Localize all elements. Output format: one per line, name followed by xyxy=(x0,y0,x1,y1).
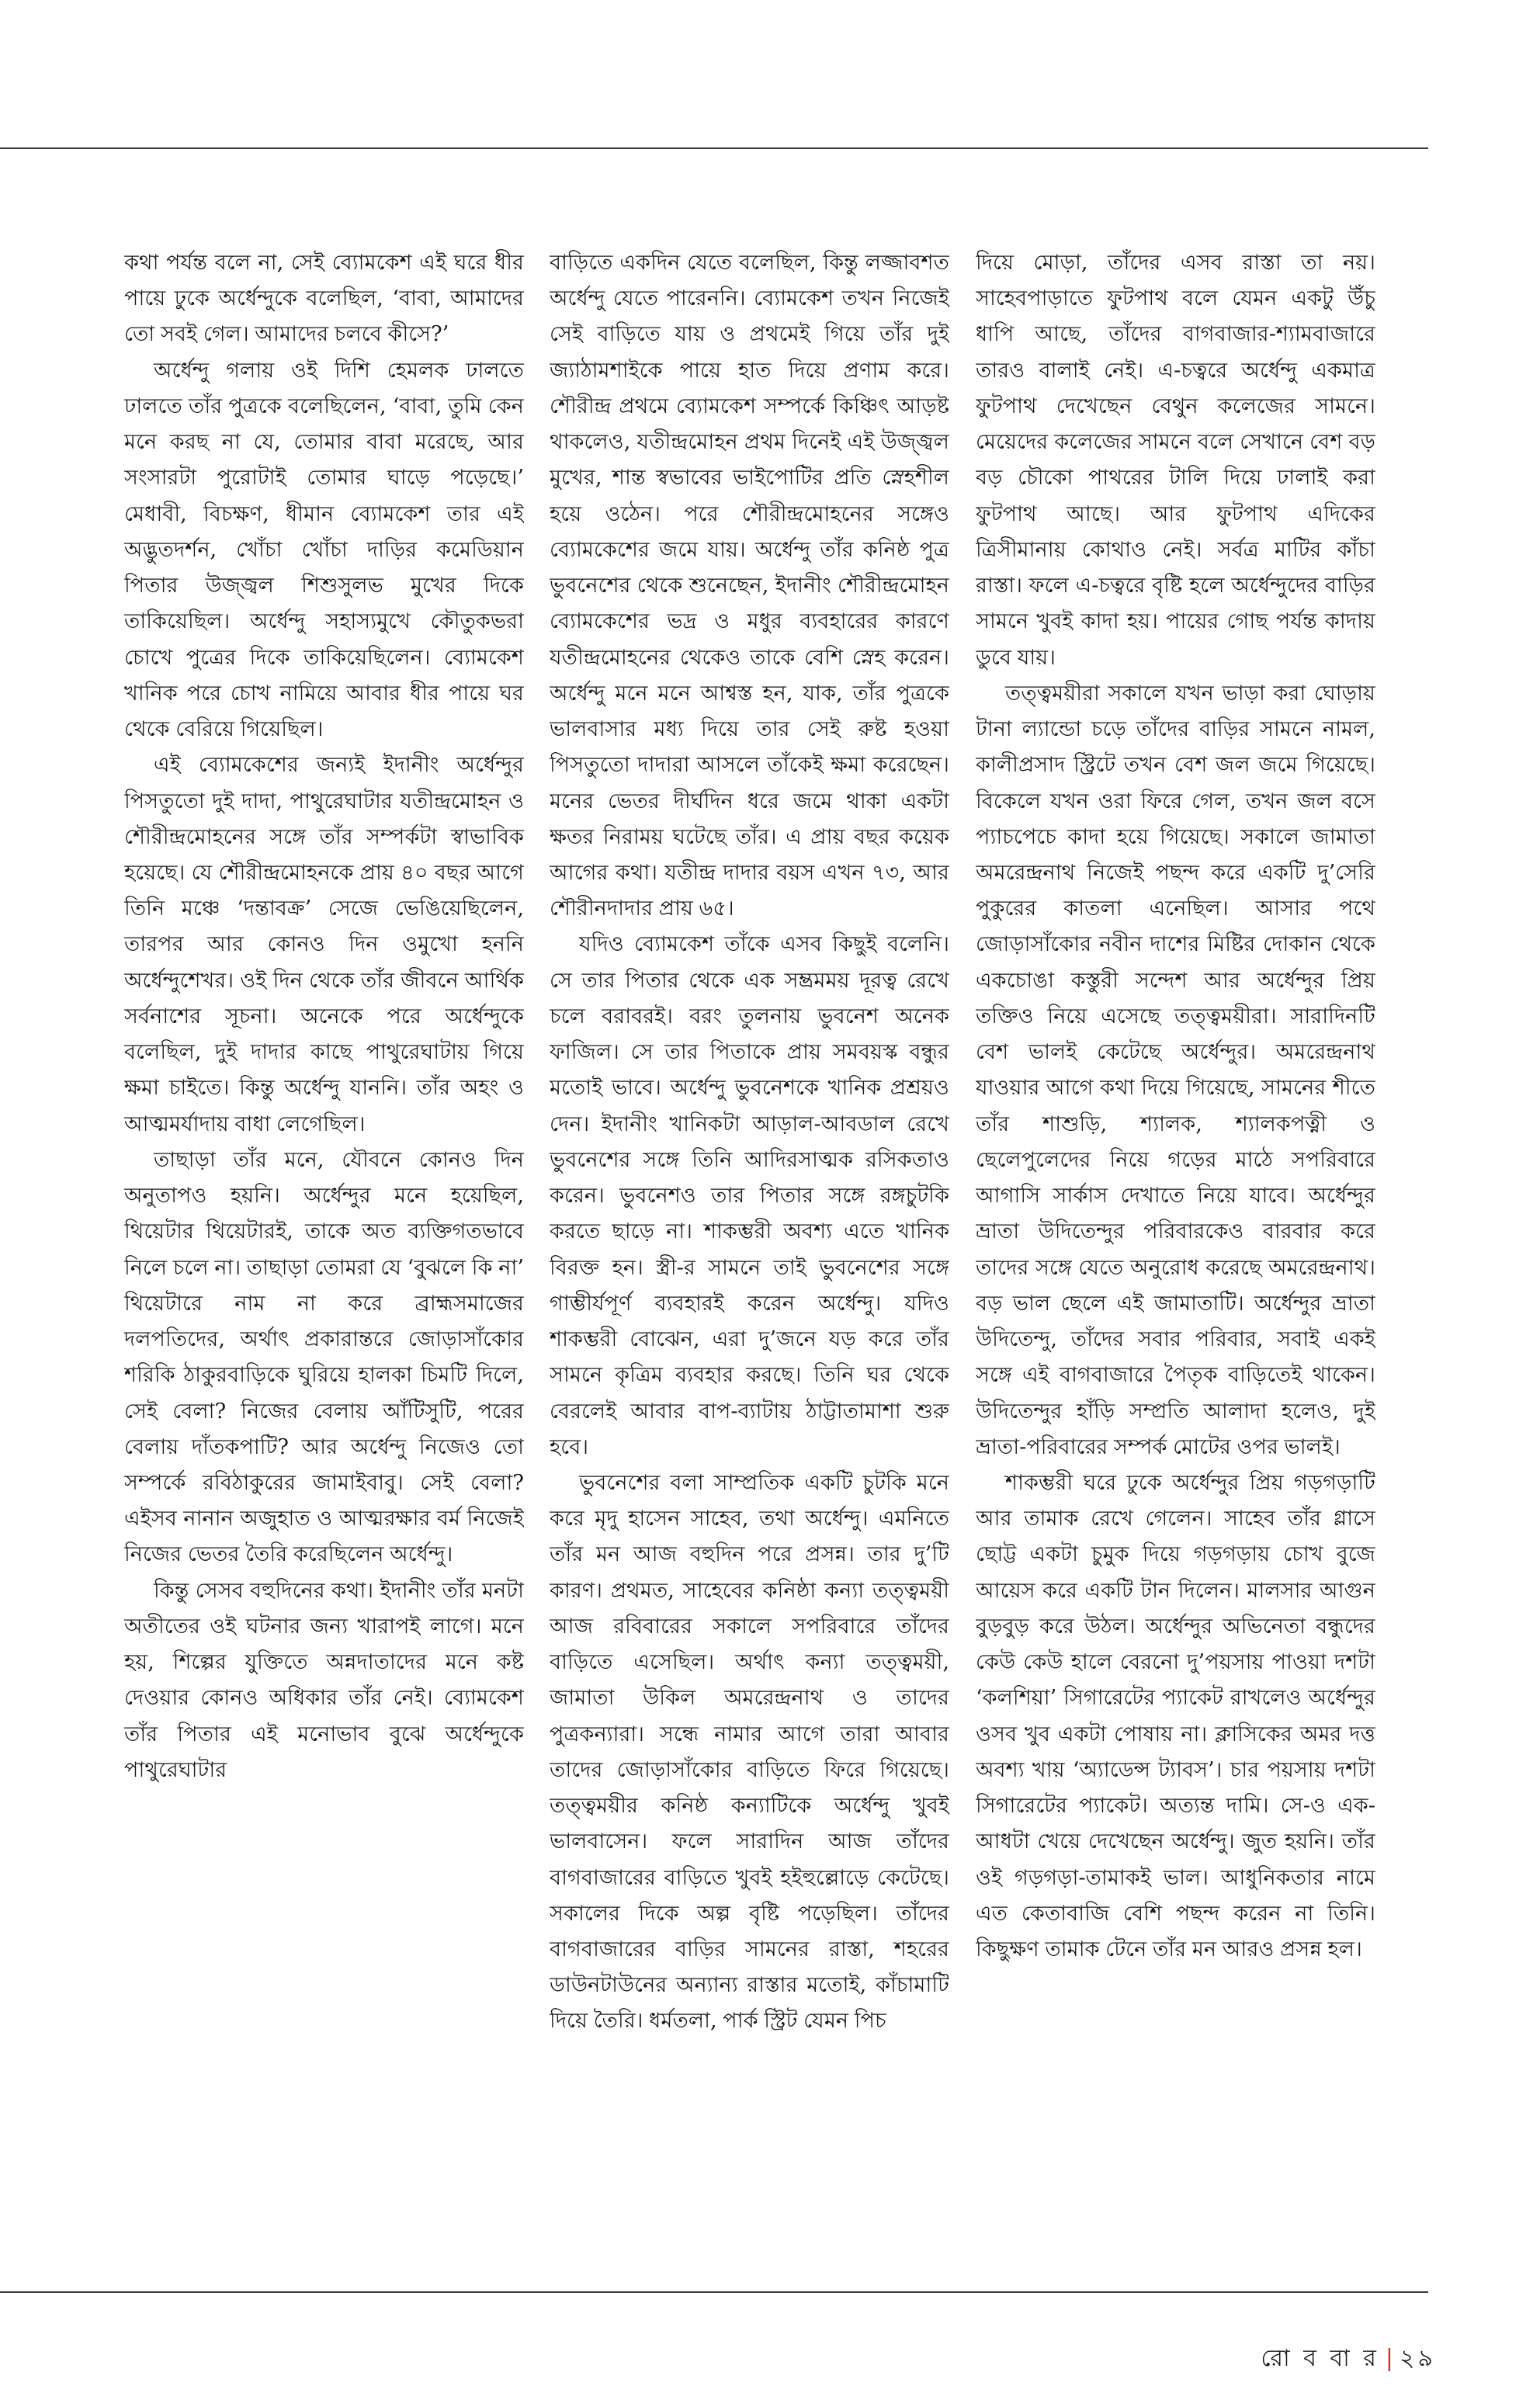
text-column-2 xyxy=(550,245,949,2279)
paragraph: কিন্তু সেসব বহুদিনের কথা। ইদানীং তাঁর মনটা অতীতের ওই ঘটনার জন্য খারাপই লাগে। মনে হয়, শিল্পের যুক্তিতে অন্নদাতাদের মনে কষ্ট দেওয়ার কোনও অধিকার তাঁর নেই। ব্যোমকেশ তাঁর পিতার এই মনোভাব বুঝে অর্ধেন্দুকে পাথুরেঘাটার xyxy=(124,1578,524,1782)
paragraph: দিয়ে মোড়া, তাঁদের এসব রাস্তা তা নয়। সাহেবপাড়াতে ফুটপাথ বলে যেমন একটু উঁচু ধাপি আছে, তাঁদের বাগবাজার-শ্যামবাজারে তারও বালাই নেই। এ-চত্বরে অর্ধেন্দু একমাত্র ফুটপাথ দেখেছেন বেথুন কলেজের সামনে। মেয়েদের কলেজের সামনে বলে সেখানে বেশ বড় বড় চৌকো পাথরের টালি দিয়ে ঢালাই করা ফুটপাথ আছে। আর ফুটপাথ এদিকের ত্রিসীমানায় কোথাও নেই। সর্বত্র মাটির কাঁচা রাস্তা। ফলে এ-চত্বরে বৃষ্টি হলে অর্ধেন্দুদের বাড়ির সামনে খুবই কাদা হয়। পায়ের গোছ পর্যন্ত কাদায় ডুবে যায়। xyxy=(976,251,1375,670)
footer-separator: | xyxy=(1385,2345,1394,2372)
header-rule xyxy=(0,147,1428,149)
text-column-3 xyxy=(976,245,1375,2279)
paragraph: যদিও ব্যোমকেশ তাঁকে এসব কিছুই বলেনি। সে তার পিতার থেকে এক সম্ভ্রমময় দূরত্ব রেখে চলে বরাবরই। বরং তুলনায় ভুবনেশ অনেক ফাজিল। সে তার পিতাকে প্রায় সমবয়স্ক বন্ধুর মতোই ভাবে। অর্ধেন্দু ভুবনেশকে খানিক প্রশ্রয়ও দেন। ইদানীং খানিকটা আড়াল-আবডাল রেখে ভুবনেশের সঙ্গে তিনি আদিরসাত্মক রসিকতাও করেন। ভুবনেশও তার পিতার সঙ্গে রঙ্গচুটকি করতে ছাড়ে না। শাকম্ভরী অবশ্য এতে খানিক বিরক্ত হন। স্ত্রী-র সামনে তাই ভুবনেশের সঙ্গে গাম্ভীর্যপূর্ণ ব্যবহারই করেন অর্ধেন্দু। যদিও শাকম্ভরী বোঝেন, এরা দু’জনে যড় করে তাঁর সামনে কৃত্রিম ব্যবহার করছে। তিনি ঘর থেকে বেরলেই আবার বাপ-ব্যাটায় ঠাট্টাতামাশা শুরু হবে। xyxy=(550,932,949,1459)
paragraph: কথা পর্যন্ত বলে না, সেই ব্যোমকেশ এই ঘরে ধীর পায়ে ঢুকে অর্ধেন্দুকে বলেছিল, ‘বাবা, আমাদের তো সবই গেল। আমাদের চলবে কীসে?’ xyxy=(124,251,524,347)
footer-rule xyxy=(0,2291,1428,2293)
paragraph: তাছাড়া তাঁর মনে, যৌবনে কোনও দিন অনুতাপও হয়নি। অর্ধেন্দুর মনে হয়েছিল, থিয়েটার থিয়েটারই, তাকে অত ব্যক্তিগতভাবে নিলে চলে না। তাছাড়া তোমরা যে ‘বুঝলে কি না’ থিয়েটারে নাম না করে ব্রাহ্মসমাজের দলপতিদের, অর্থাৎ প্রকারান্তরে জোড়াসাঁকোর শরিকি ঠাকুরবাড়িকে ঘুরিয়ে হালকা চিমটি দিলে, সেই বেলা? নিজের বেলায় আঁটিসুটি, পরের বেলায় দাঁতকপাটি? আর অর্ধেন্দু নিজেও তো সম্পর্কে রবিঠাকুরের জামাইবাবু। সেই বেলা? এইসব নানান অজুহাত ও আত্মরক্ষার বর্ম নিজেই নিজের ভেতর তৈরি করেছিলেন অর্ধেন্দু। xyxy=(124,1147,524,1567)
page-number: ২৯ xyxy=(1400,2345,1436,2372)
paragraph: এই ব্যোমকেশের জন্যই ইদানীং অর্ধেন্দুর পিসতুতো দুই দাদা, পাথুরেঘাটার যতীন্দ্রমোহন ও শৌরীন্দ্রমোহনের সঙ্গে তাঁর সম্পর্কটা স্বাভাবিক হয়েছে। যে শৌরীন্দ্রমোহনকে প্রায় ৪০ বছর আগে তিনি মঞ্চে ‘দন্তাবক্র’ সেজে ভেঙিয়েছিলেন, তারপর আর কোনও দিন ওমুখো হননি অর্ধেন্দুশেখর। ওই দিন থেকে তাঁর জীবনে আর্থিক সর্বনাশের সূচনা। অনেকে পরে অর্ধেন্দুকে বলেছিল, দুই দাদার কাছে পাথুরেঘাটায় গিয়ে ক্ষমা চাইতে। কিন্তু অর্ধেন্দু যাননি। তাঁর অহং ও আত্মমর্যাদায় বাধা লেগেছিল। xyxy=(124,753,524,1136)
page-footer xyxy=(1261,2339,1436,2379)
paragraph: অর্ধেন্দু গলায় ওই দিশি হেমলক ঢালতে ঢালতে তাঁর পুত্রকে বলেছিলেন, ‘বাবা, তুমি কেন মনে করছ না যে, তোমার বাবা মরেছে, আর সংসারটা পুরোটাই তোমার ঘাড়ে পড়েছে।’ মেধাবী, বিচক্ষণ, ধীমান ব্যোমকেশ তার এই অদ্ভুতদর্শন, খোঁচা খোঁচা দাড়ির কমেডিয়ান পিতার উজ্জ্বল শিশুসুলভ মুখের দিকে তাকিয়েছিল। অর্ধেন্দু সহাস্যমুখে কৌতুকভরা চোখে পুত্রের দিকে তাকিয়েছিলেন। ব্যোমকেশ খানিক পরে চোখ নামিয়ে আবার ধীর পায়ে ঘর থেকে বেরিয়ে গিয়েছিল। xyxy=(124,358,524,742)
paragraph: বাড়িতে একদিন যেতে বলেছিল, কিন্তু লজ্জাবশত অর্ধেন্দু যেতে পারেননি। ব্যোমকেশ তখন নিজেই সেই বাড়িতে যায় ও প্রথমেই গিয়ে তাঁর দুই জ্যাঠামশাইকে পায়ে হাত দিয়ে প্রণাম করে। শৌরীন্দ্র প্রথমে ব্যোমকেশ সম্পর্কে কিঞ্চিৎ আড়ষ্ট থাকলেও, যতীন্দ্রমোহন প্রথম দিনেই এই উজ্জ্বল মুখের, শান্ত স্বভাবের ভাইপোটির প্রতি স্নেহশীল হয়ে ওঠেন। পরে শৌরীন্দ্রমোহনের সঙ্গেও ব্যোমকেশের জমে যায়। অর্ধেন্দু তাঁর কনিষ্ঠ পুত্র ভুবনেশের থেকে শুনেছেন, ইদানীং শৌরীন্দ্রমোহন ব্যোমকেশের ভদ্র ও মধুর ব্যবহারের কারণে যতীন্দ্রমোহনের থেকেও তাকে বেশি স্নেহ করেন। অর্ধেন্দু মনে মনে আশ্বস্ত হন, যাক, তাঁর পুত্রকে ভালবাসার মধ্য দিয়ে তার সেই রুষ্ট হওয়া পিসতুতো দাদারা আসলে তাঁকেই ক্ষমা করেছেন। মনের ভেতর দীর্ঘদিন ধরে জমে থাকা একটা ক্ষতর নিরাময় ঘটেছে তাঁর। এ প্রায় বছর কয়েক আগের কথা। যতীন্দ্র দাদার বয়স এখন ৭৩, আর শৌরীনদাদার প্রায় ৬৫। xyxy=(550,251,949,921)
magazine-name: রো ব বা র xyxy=(1261,2345,1379,2372)
paragraph: তত্ত্বময়ীরা সকালে যখন ভাড়া করা ঘোড়ায় টানা ল্যান্ডো চড়ে তাঁদের বাড়ির সামনে নামল, কালীপ্রসাদ স্ট্রিটে তখন বেশ জল জমে গিয়েছে। বিকেলে যখন ওরা ফিরে গেল, তখন জল বসে প্যাচপেচে কাদা হয়ে গিয়েছে। সকালে জামাতা অমরেন্দ্রনাথ নিজেই পছন্দ করে একটি দু’সেরি পুকুরের কাতলা এনেছিল। আসার পথে জোড়াসাঁকোর নবীন দাশের মিষ্টির দোকান থেকে একচোঙা কস্তুরী সন্দেশ আর অর্ধেন্দুর প্রিয় তক্তিও নিয়ে এসেছে তত্ত্বময়ীরা। সারাদিনটি বেশ ভালই কেটেছে অর্ধেন্দুর। অমরেন্দ্রনাথ যাওয়ার আগে কথা দিয়ে গিয়েছে, সামনের শীতে তাঁর শাশুড়ি, শ্যালক, শ্যালকপত্নী ও ছেলেপুলেদের নিয়ে গড়ের মাঠে সপরিবারে আগাসি সার্কাস দেখাতে নিয়ে যাবে। অর্ধেন্দুর ভ্রাতা উদিতেন্দুর পরিবারকেও বারবার করে তাদের সঙ্গে যেতে অনুরোধ করেছে অমরেন্দ্রনাথ। বড় ভাল ছেলে এই জামাতাটি। অর্ধেন্দুর ভ্রাতা উদিতেন্দু, তাঁদের সবার পরিবার, সবাই একই সঙ্গে এই বাগবাজারে পৈতৃক বাড়িতেই থাকেন। উদিতেন্দুর হাঁড়ি সম্প্রতি আলাদা হলেও, দুই ভ্রাতা-পরিবারের সম্পর্ক মোটের ওপর ভালই। xyxy=(976,681,1375,1459)
paragraph: শাকম্ভরী ঘরে ঢুকে অর্ধেন্দুর প্রিয় গড়গড়াটি আর তামাক রেখে গেলেন। সাহেব তাঁর গ্লাসে ছোট্ট একটা চুমুক দিয়ে গড়গড়ায় চোখ বুজে আয়েস করে একটি টান দিলেন। মালসার আগুন বুড়বুড় করে উঠল। অর্ধেন্দুর অভিনেতা বন্ধুদের কেউ কেউ হালে বেরনো দু’পয়সায় পাওয়া দশটা ‘কলশিয়া’ সিগারেটের প্যাকেট রাখলেও অর্ধেন্দুর ওসব খুব একটা পোষায় না। ক্লাসিকের অমর দত্ত অবশ্য খায় ‘অ্যাডেন্স ট্যাবস’। চার পয়সায় দশটা সিগারেটের প্যাকেট। অত্যন্ত দামি। সে-ও এক-আধটা খেয়ে দেখেছেন অর্ধেন্দু। জুত হয়নি। তাঁর ওই গড়গড়া-তামাকই ভাল। আধুনিকতার নামে এত কেতাবাজি বেশি পছন্দ করেন না তিনি। কিছুক্ষণ তামাক টেনে তাঁর মন আরও প্রসন্ন হল। xyxy=(976,1470,1375,1962)
paragraph: ভুবনেশের বলা সাম্প্রতিক একটি চুটকি মনে করে মৃদু হাসেন সাহেব, তথা অর্ধেন্দু। এমনিতে তাঁর মন আজ বহুদিন পরে প্রসন্ন। তার দু’টি কারণ। প্রথমত, সাহেবের কনিষ্ঠা কন্যা তত্ত্বময়ী আজ রবিবারের সকালে সপরিবারে তাঁদের বাড়িতে এসেছিল। অর্থাৎ কন্যা তত্ত্বময়ী, জামাতা উকিল অমরেন্দ্রনাথ ও তাদের পুত্রকন্যারা। সন্ধে নামার আগে তারা আবার তাদের জোড়াসাঁকোর বাড়িতে ফিরে গিয়েছে। তত্ত্বময়ীর কনিষ্ঠ কন্যাটিকে অর্ধেন্দু খুবই ভালবাসেন। ফলে সারাদিন আজ তাঁদের বাগবাজারের বাড়িতে খুবই হইহুল্লোড়ে কেটেছে। সকালের দিকে অল্প বৃষ্টি পড়েছিল। তাঁদের বাগবাজারের বাড়ির সামনের রাস্তা, শহরের ডাউনটাউনের অন্যান্য রাস্তার মতোই, কাঁচামাটি দিয়ে তৈরি। ধর্মতলা, পার্ক স্ট্রিট যেমন পিচ xyxy=(550,1470,949,2034)
text-column-1 xyxy=(124,245,524,2279)
